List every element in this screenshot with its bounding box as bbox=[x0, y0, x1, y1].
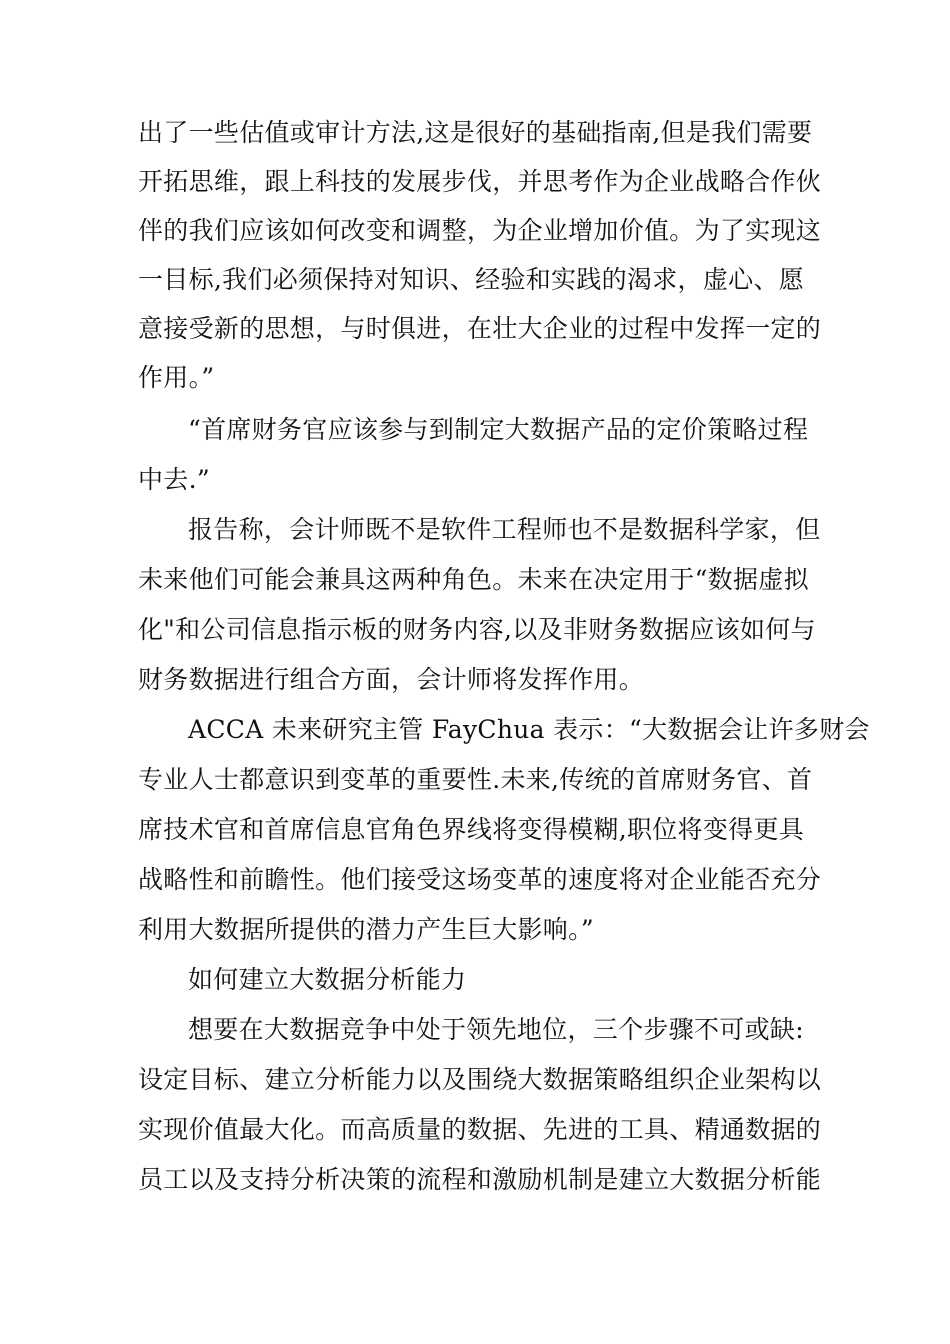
text-line: 一目标,我们必须保持对知识、经验和实践的渴求，虚心、愿 bbox=[138, 265, 805, 294]
text-line: 专业人士都意识到变革的重要性.未来,传统的首席财务官、首 bbox=[138, 765, 813, 794]
text-line: 利用大数据所提供的潜力产生巨大影响。” bbox=[138, 915, 594, 944]
paragraph-start: 报告称，会计师既不是软件工程师也不是数据科学家，但 bbox=[188, 515, 821, 544]
text-line: 中去.” bbox=[138, 465, 210, 494]
text-line: 伴的我们应该如何改变和调整，为企业增加价值。为了实现这 bbox=[138, 216, 822, 245]
text-line: 员工以及支持分析决策的流程和激励机制是建立大数据分析能 bbox=[138, 1165, 822, 1194]
text-line: 开拓思维，跟上科技的发展步伐，并思考作为企业战略合作伙 bbox=[138, 167, 822, 196]
text-line: 作用。” bbox=[138, 363, 215, 392]
text-line: 未来他们可能会兼具这两种角色。未来在决定用于“数据虚拟 bbox=[138, 565, 809, 594]
paragraph-start: ACCA 未来研究主管 FayChua 表示：“大数据会让许多财会 bbox=[188, 715, 870, 744]
text-line-quote: “首席财务官应该参与到制定大数据产品的定价策略过程 bbox=[188, 415, 809, 444]
paragraph-start: 想要在大数据竞争中处于领先地位，三个步骤不可或缺: bbox=[188, 1015, 804, 1044]
text-line: 席技术官和首席信息官角色界线将变得模糊,职位将变得更具 bbox=[138, 815, 805, 844]
text-line: 出了一些估值或审计方法,这是很好的基础指南,但是我们需要 bbox=[138, 118, 813, 147]
section-heading: 如何建立大数据分析能力 bbox=[188, 965, 467, 994]
text-line: 设定目标、建立分析能力以及围绕大数据策略组织企业架构以 bbox=[138, 1065, 822, 1094]
text-line: 财务数据进行组合方面，会计师将发挥作用。 bbox=[138, 665, 645, 694]
text-line: 实现价值最大化。而高质量的数据、先进的工具、精通数据的 bbox=[138, 1115, 822, 1144]
text-line: 化"和公司信息指示板的财务内容,以及非财务数据应该如何与 bbox=[138, 615, 816, 644]
text-line: 意接受新的思想，与时俱进，在壮大企业的过程中发挥一定的 bbox=[138, 314, 822, 343]
text-line: 战略性和前瞻性。他们接受这场变革的速度将对企业能否充分 bbox=[138, 865, 822, 894]
